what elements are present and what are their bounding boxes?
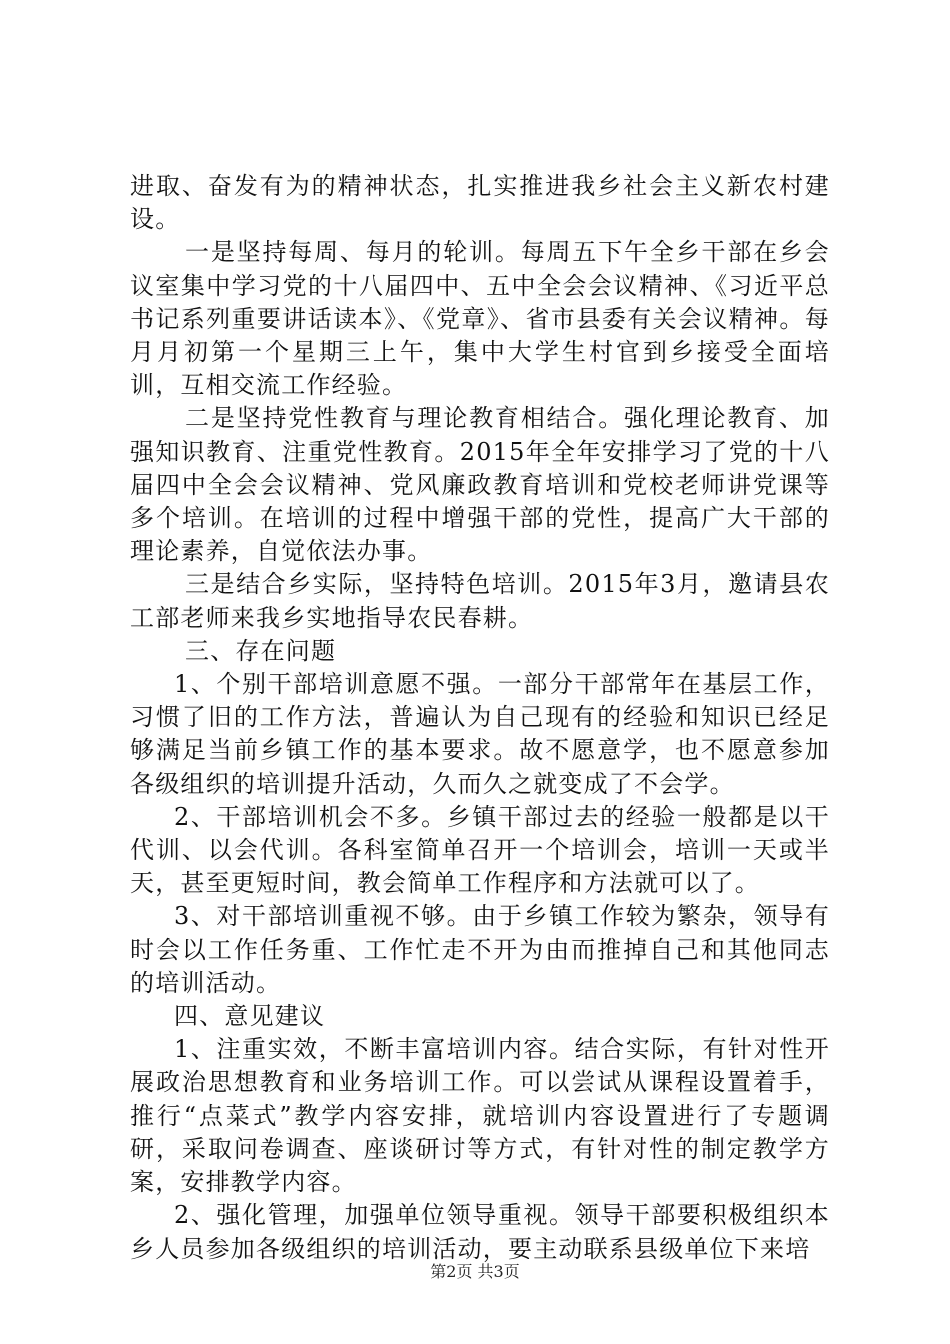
paragraph-suggestion-1: 1、注重实效，不断丰富培训内容。结合实际，有针对性开展政治思想教育和业务培训工作。可以尝试从课程设置着手，推行“点菜式”教学内容安排，就培训内容设置进行了专题调研，采取问卷调查、座谈研讨等方式，有针对性的制定教学方案，安排教学内容。 xyxy=(130,1035,830,1197)
section-heading-suggestions: 四、意见建议 xyxy=(174,1002,326,1031)
paragraph-continuation: 进取、奋发有为的精神状态，扎实推进我乡社会主义新农村建设。 xyxy=(130,172,830,234)
paragraph-suggestion-2: 2、强化管理，加强单位领导重视。领导干部要积极组织本乡人员参加各级组织的培训活动，要主动联系县级单位下来培 xyxy=(130,1201,830,1263)
paragraph-weekly-training: 一是坚持每周、每月的轮训。每周五下午全乡干部在乡会议室集中学习党的十八届四中、五中全会会议精神、《习近平总书记系列重要讲话读本》、《党章》、省市县委有关会议精神。每月月初第一个星期三上午，集中大学生村官到乡接受全面培训，互相交流工作经验。 xyxy=(130,238,830,400)
paragraph-problem-1: 1、个别干部培训意愿不强。一部分干部常年在基层工作，习惯了旧的工作方法，普遍认为自己现有的经验和知识已经足够满足当前乡镇工作的基本要求。故不愿意学，也不愿意参加各级组织的培训提升活动，久而久之就变成了不会学。 xyxy=(130,670,830,798)
section-heading-problems: 三、存在问题 xyxy=(185,636,337,665)
paragraph-special-training: 三是结合乡实际，坚持特色培训。2015年3月，邀请县农工部老师来我乡实地指导农民春耕。 xyxy=(130,570,830,632)
document-body xyxy=(130,170,830,1266)
page-footer: 第2页 共3页 xyxy=(430,1262,520,1281)
paragraph-party-education: 二是坚持党性教育与理论教育相结合。强化理论教育、加强知识教育、注重党性教育。2015年全年安排学习了党的十八届四中全会会议精神、党风廉政教育培训和党校老师讲党课等多个培训。在培训的过程中增强干部的党性，提高广大干部的理论素养，自觉依法办事。 xyxy=(130,404,830,566)
paragraph-problem-2: 2、干部培训机会不多。乡镇干部过去的经验一般都是以干代训、以会代训。各科室简单召开一个培训会，培训一天或半天，甚至更短时间，教会简单工作程序和方法就可以了。 xyxy=(130,802,830,898)
paragraph-problem-3: 3、对干部培训重视不够。由于乡镇工作较为繁杂，领导有时会以工作任务重、工作忙走不开为由而推掉自己和其他同志的培训活动。 xyxy=(130,902,830,997)
